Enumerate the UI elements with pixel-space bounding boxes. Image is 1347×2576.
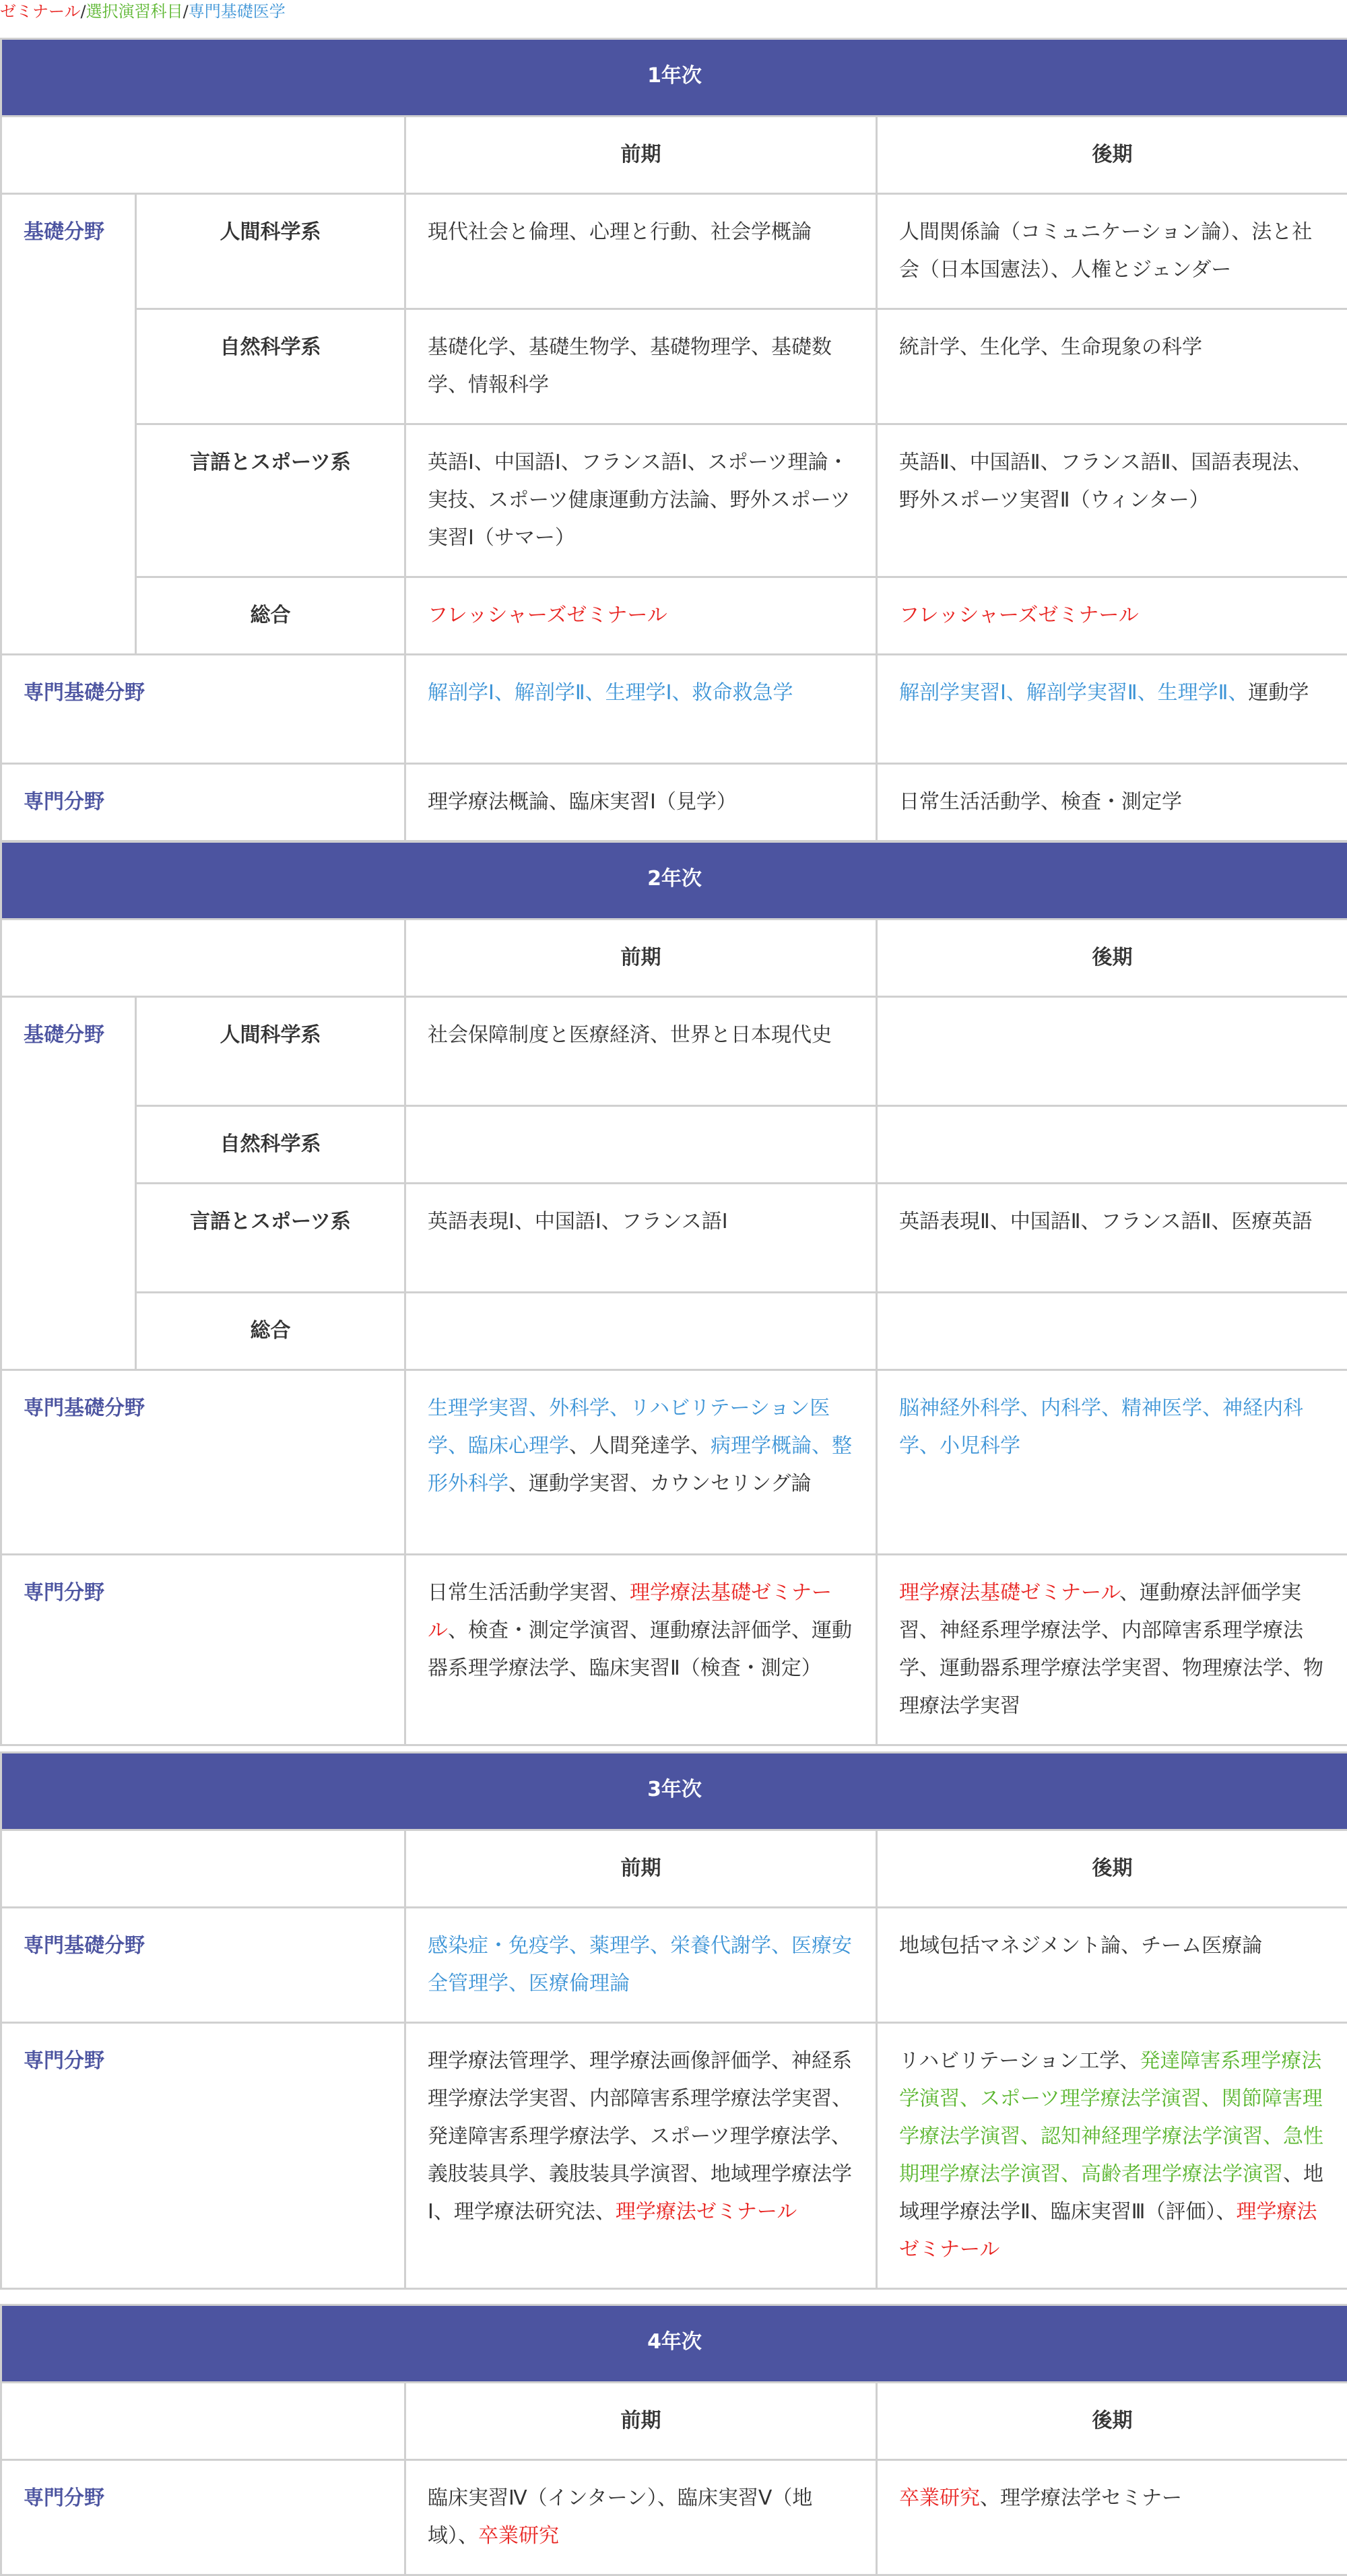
year-table <box>0 841 1347 1746</box>
course-text: 地域包括マネジメント論、チーム医療論 <box>899 1934 1262 1958</box>
course-text: 理学療法概論、臨床実習Ⅰ（見学） <box>428 790 737 814</box>
sub-ningen: 人間科学系 <box>136 997 405 1106</box>
course-cell <box>877 424 1347 577</box>
course-text: 基礎化学、基礎生物学、基礎物理学、基礎数学、情報科学 <box>428 335 832 397</box>
course-text: 理学療法基礎ゼミナール <box>899 1581 1119 1605</box>
course-text: 発達障害系理学療法学演習、スポーツ理学療法学演習、関節障害理学療法学演習、認知神経理学療法学演習、急性期理学療法学演習、高齢者理学療法学演習 <box>899 2049 1323 2186</box>
term-second-header: 後期 <box>877 920 1347 997</box>
course-text: 病理学概論、整形外科学 <box>428 1434 852 1495</box>
course-cell <box>877 194 1347 309</box>
year-table <box>0 2304 1347 2576</box>
course-cell <box>877 655 1347 764</box>
area-senmon: 専門分野 <box>1 2460 405 2575</box>
course-text: 英語Ⅱ、中国語Ⅱ、フランス語Ⅱ、国語表現法、野外スポーツ実習Ⅱ（ウィンター） <box>899 451 1312 512</box>
term-first-header: 前期 <box>405 2383 877 2460</box>
course-cell <box>877 997 1347 1106</box>
term-first-header: 前期 <box>405 920 877 997</box>
blank-corner <box>1 920 405 997</box>
blank-corner <box>1 117 405 194</box>
course-text: 、理学療法学セミナー <box>980 2486 1182 2510</box>
course-cell <box>877 1555 1347 1745</box>
course-text: 、地域理学療法学Ⅱ、臨床実習Ⅲ（評価）、 <box>899 2162 1323 2224</box>
course-cell <box>877 309 1347 424</box>
course-cell <box>405 1106 877 1184</box>
area-senmon-kiso: 専門基礎分野 <box>1 1370 405 1555</box>
course-text: 、運動療法評価学実習、神経系理学療法学、内部障害系理学療法学、運動器系理学療法学実習、物理療法学、物理療法学実習 <box>899 1581 1323 1718</box>
term-second-header: 後期 <box>877 1830 1347 1908</box>
course-text: 、検査・測定学演習、運動療法評価学、運動器系理学療法学、臨床実習Ⅱ（検査・測定） <box>428 1619 852 1680</box>
area-senmon-kiso: 専門基礎分野 <box>1 655 405 764</box>
course-cell <box>405 2023 877 2289</box>
course-text: 英語表現Ⅰ、中国語Ⅰ、フランス語Ⅰ <box>428 1210 728 1233</box>
year-header: 2年次 <box>1 842 1347 920</box>
area-kiso: 基礎分野 <box>1 997 136 1370</box>
course-text: 臨床実習Ⅳ（インターン）、臨床実習Ⅴ（地域）、 <box>428 2486 812 2548</box>
course-cell <box>877 1106 1347 1184</box>
term-first-header: 前期 <box>405 117 877 194</box>
course-text: 卒業研究 <box>899 2486 980 2510</box>
course-text: 解剖学実習Ⅰ、解剖学実習Ⅱ、生理学Ⅱ、 <box>899 681 1248 705</box>
course-cell <box>405 194 877 309</box>
course-text: 脳神経外科学、内科学、精神医学、神経内科学、小児科学 <box>899 1396 1303 1458</box>
course-text: 理学療法ゼミナール <box>899 2200 1317 2261</box>
course-text: リハビリテーション工学、 <box>899 2049 1140 2073</box>
course-text: 、人間発達学、 <box>569 1434 711 1458</box>
course-text: 理学療法基礎ゼミナール <box>428 1581 832 1642</box>
area-kiso: 基礎分野 <box>1 194 136 655</box>
year-header: 4年次 <box>1 2305 1347 2383</box>
legend-elective: 選択演習科目 <box>86 2 183 21</box>
course-cell <box>405 1293 877 1370</box>
course-cell <box>877 1293 1347 1370</box>
area-senmon: 専門分野 <box>1 2023 405 2289</box>
blank-corner <box>1 1830 405 1908</box>
course-cell <box>405 1555 877 1745</box>
course-text: 卒業研究 <box>478 2524 559 2548</box>
course-text: 英語表現Ⅱ、中国語Ⅱ、フランス語Ⅱ、医療英語 <box>899 1210 1312 1233</box>
year-table <box>0 38 1347 842</box>
course-text: 人間関係論（コミュニケーション論）、法と社会（日本国憲法）、人権とジェンダー <box>899 220 1312 282</box>
course-cell <box>877 2460 1347 2575</box>
course-text: 解剖学Ⅰ、解剖学Ⅱ、生理学Ⅰ、救命救急学 <box>428 681 793 705</box>
course-cell <box>877 1908 1347 2023</box>
sub-shizen: 自然科学系 <box>136 1106 405 1184</box>
area-senmon: 専門分野 <box>1 764 405 841</box>
sub-sogo: 総合 <box>136 1293 405 1370</box>
course-text: 社会保障制度と医療経済、世界と日本現代史 <box>428 1023 832 1047</box>
course-text: 英語Ⅰ、中国語Ⅰ、フランス語Ⅰ、スポーツ理論・実技、スポーツ健康運動方法論、野外スポーツ実習Ⅰ（サマー） <box>428 451 851 550</box>
course-cell <box>877 764 1347 841</box>
course-text: 、運動学実習、カウンセリング論 <box>508 1472 811 1495</box>
course-cell <box>405 1370 877 1555</box>
year-header: 1年次 <box>1 39 1347 117</box>
course-text: フレッシャーズゼミナール <box>899 604 1139 627</box>
course-text: 理学療法ゼミナール <box>616 2200 797 2224</box>
course-text: 統計学、生化学、生命現象の科学 <box>899 335 1202 359</box>
course-cell <box>405 2460 877 2575</box>
sub-ningen: 人間科学系 <box>136 194 405 309</box>
sub-shizen: 自然科学系 <box>136 309 405 424</box>
course-text: フレッシャーズゼミナール <box>428 604 667 627</box>
area-senmon: 専門分野 <box>1 1555 405 1745</box>
course-text: 日常生活活動学実習、 <box>428 1581 630 1605</box>
course-text: 運動学 <box>1248 681 1309 705</box>
course-text: 理学療法管理学、理学療法画像評価学、神経系理学療法学実習、内部障害系理学療法学実習、発達障害系理学療法学、スポーツ理学療法学、義肢装具学、義肢装具学演習、地域理学療法学Ⅰ、理学療法研究法、 <box>428 2049 852 2224</box>
sub-gengo: 言語とスポーツ系 <box>136 424 405 577</box>
course-cell <box>405 1184 877 1293</box>
course-text: 現代社会と倫理、心理と行動、社会学概論 <box>428 220 812 244</box>
course-cell <box>405 424 877 577</box>
course-text: 生理学実習、外科学、リハビリテーション医学、臨床心理学 <box>428 1396 830 1458</box>
blank-corner <box>1 2383 405 2460</box>
sub-sogo: 総合 <box>136 577 405 655</box>
year-header: 3年次 <box>1 1753 1347 1830</box>
course-cell <box>877 1184 1347 1293</box>
legend-seminar: ゼミナール <box>0 2 81 21</box>
sub-gengo: 言語とスポーツ系 <box>136 1184 405 1293</box>
legend-basic-medicine: 専門基礎医学 <box>189 2 286 21</box>
term-first-header: 前期 <box>405 1830 877 1908</box>
year-table <box>0 1751 1347 2290</box>
area-senmon-kiso: 専門基礎分野 <box>1 1908 405 2023</box>
course-cell <box>405 997 877 1106</box>
course-cell <box>877 1370 1347 1555</box>
course-cell <box>877 577 1347 655</box>
course-cell <box>405 309 877 424</box>
course-cell <box>405 655 877 764</box>
course-cell <box>405 1908 877 2023</box>
term-second-header: 後期 <box>877 117 1347 194</box>
course-cell <box>877 2023 1347 2289</box>
course-cell <box>405 577 877 655</box>
term-second-header: 後期 <box>877 2383 1347 2460</box>
course-cell <box>405 764 877 841</box>
color-legend: ゼミナール/選択演習科目/専門基礎医学 <box>0 0 286 23</box>
course-text: 日常生活活動学、検査・測定学 <box>899 790 1182 814</box>
course-text: 感染症・免疫学、薬理学、栄養代謝学、医療安全管理学、医療倫理論 <box>428 1934 852 1995</box>
